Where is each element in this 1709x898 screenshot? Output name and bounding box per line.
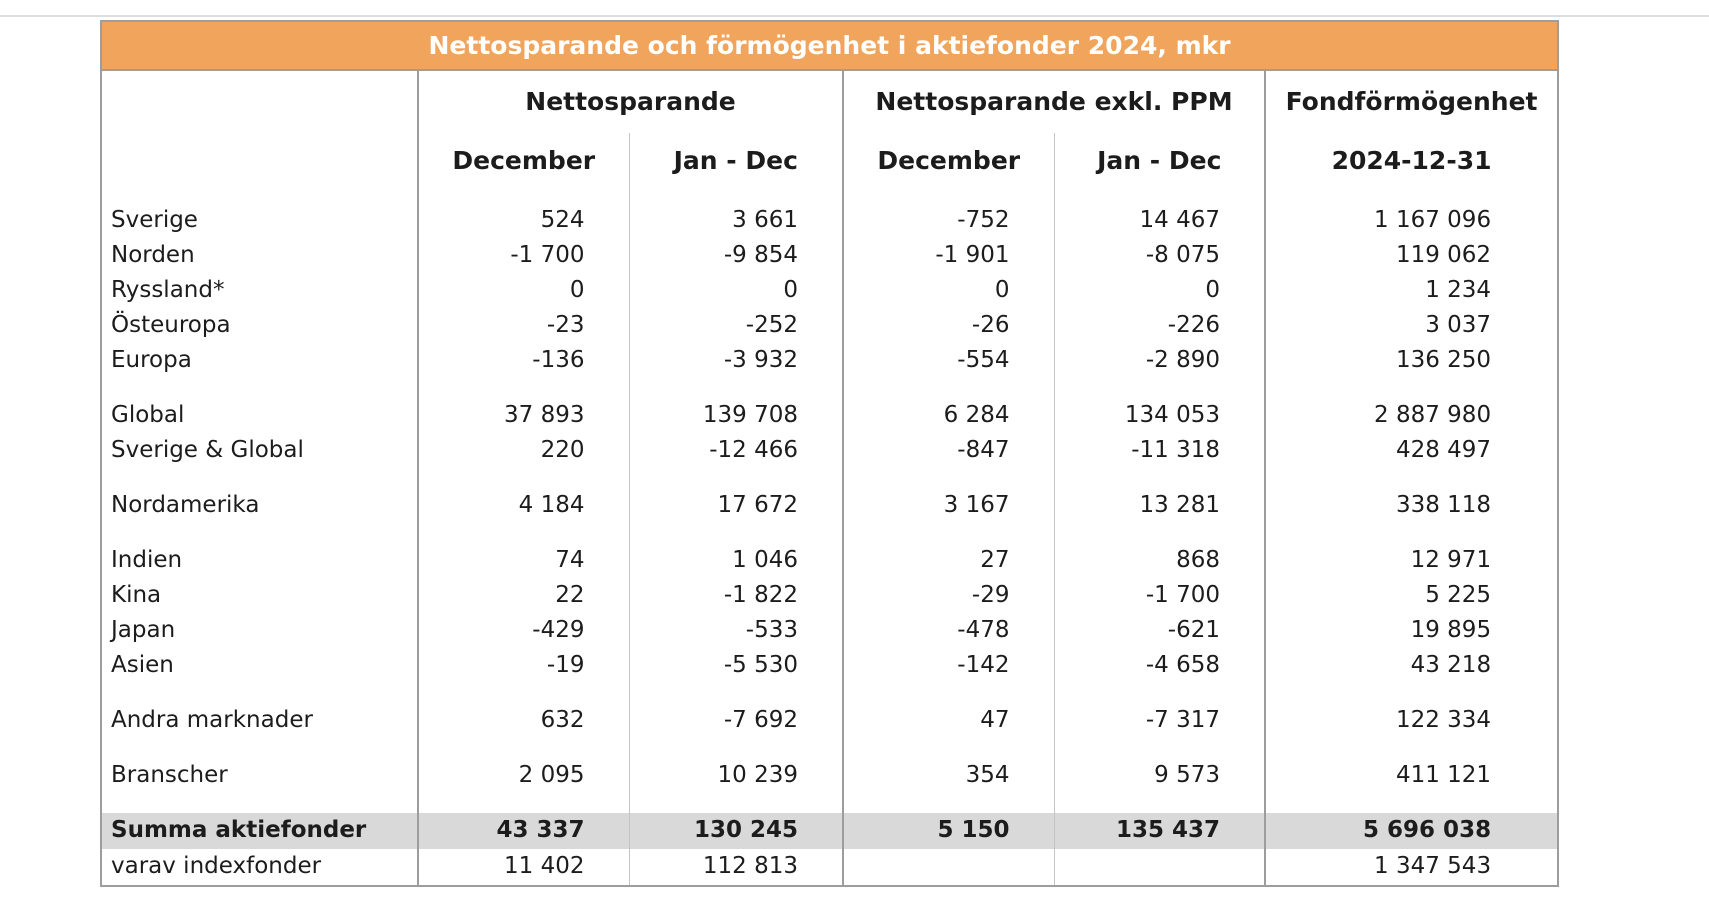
- group-spacer-row: [101, 523, 1558, 543]
- row-label: Andra marknader: [101, 703, 418, 738]
- row-label: Asien: [101, 648, 418, 683]
- cell-nettosparande-jandec: 139 708: [629, 398, 843, 433]
- spacer-cell: [843, 523, 1054, 543]
- cell-exklppm-jandec: 9 573: [1054, 758, 1265, 793]
- spacer-cell: [418, 738, 629, 758]
- cell-nettosparande-jandec: 10 239: [629, 758, 843, 793]
- table-row-branscher: [101, 758, 1558, 793]
- cell-fondformogenhet: 43 218: [1410, 651, 1492, 678]
- cell-fondformogenhet: 2 887 980: [1374, 401, 1492, 428]
- aktiefonder-table: [100, 20, 1559, 887]
- cell-nettosparande-december: -19: [418, 648, 629, 683]
- cell-exklppm-jandec: -8 075: [1054, 238, 1265, 273]
- page-top-rule: [0, 15, 1709, 17]
- group-spacer-row: [101, 683, 1558, 703]
- table-row-sverige-global: [101, 433, 1558, 468]
- cell-fondformogenhet: 5 225: [1425, 581, 1492, 608]
- cell-exklppm-december: 27: [843, 543, 1054, 578]
- cell-nettosparande-jandec: -1 822: [629, 578, 843, 613]
- cell-exklppm-december: 0: [843, 273, 1054, 308]
- table-row-varav-indexfonder: [101, 849, 1558, 886]
- spacer-cell: [101, 683, 418, 703]
- cell-fondformogenhet: 3 037: [1425, 311, 1492, 338]
- row-label: Nordamerika: [101, 488, 418, 523]
- cell-exklppm-jandec: -7 317: [1054, 703, 1265, 738]
- table-row-asien: [101, 648, 1558, 683]
- group-spacer-row: [101, 468, 1558, 488]
- cell-fondformogenhet: 411 121: [1395, 761, 1492, 788]
- cell-nettosparande-jandec: 130 245: [629, 813, 843, 849]
- cell-exklppm-december: 5 150: [843, 813, 1054, 849]
- sub-header-jandec-ppm: Jan - Dec: [1054, 133, 1265, 203]
- cell-nettosparande-december: 2 095: [418, 758, 629, 793]
- spacer-cell: [418, 523, 629, 543]
- cell-fondformogenhet: 19 895: [1410, 616, 1492, 643]
- spacer-cell: [101, 468, 418, 488]
- spacer-cell: [101, 523, 418, 543]
- spacer-cell: [1265, 793, 1558, 813]
- cell-nettosparande-december: 74: [418, 543, 629, 578]
- spacer-cell: [843, 738, 1054, 758]
- table-row-global: [101, 398, 1558, 433]
- cell-nettosparande-jandec: -5 530: [629, 648, 843, 683]
- spacer-cell: [629, 378, 843, 398]
- spacer-cell: [1054, 793, 1265, 813]
- cell-nettosparande-jandec: 3 661: [629, 203, 843, 238]
- table-row-europa: [101, 343, 1558, 378]
- table-row-indien: [101, 543, 1558, 578]
- spacer-cell: [629, 738, 843, 758]
- cell-nettosparande-jandec: -7 692: [629, 703, 843, 738]
- group-header-nettosparande-exkl-ppm: Nettosparande exkl. PPM: [843, 70, 1265, 133]
- spacer-cell: [1265, 378, 1558, 398]
- cell-nettosparande-jandec: 0: [629, 273, 843, 308]
- row-label: Japan: [101, 613, 418, 648]
- table-row-sverige: [101, 203, 1558, 238]
- table-row-kina: [101, 578, 1558, 613]
- spacer-cell: [843, 468, 1054, 488]
- cell-fondformogenhet: 1 167 096: [1374, 206, 1492, 233]
- sub-header-empty: [101, 133, 418, 203]
- cell-nettosparande-jandec: -533: [629, 613, 843, 648]
- sub-header-december-ppm: December: [843, 133, 1054, 203]
- row-label: Norden: [101, 238, 418, 273]
- cell-exklppm-jandec: -226: [1054, 308, 1265, 343]
- cell-exklppm-jandec: 868: [1054, 543, 1265, 578]
- cell-exklppm-december: -1 901: [843, 238, 1054, 273]
- cell-nettosparande-jandec: -252: [629, 308, 843, 343]
- spacer-cell: [1054, 523, 1265, 543]
- cell-exklppm-jandec: -4 658: [1054, 648, 1265, 683]
- cell-fondformogenhet: 1 234: [1425, 276, 1492, 303]
- cell-nettosparande-jandec: -9 854: [629, 238, 843, 273]
- group-spacer-row: [101, 793, 1558, 813]
- cell-exklppm-jandec: 13 281: [1054, 488, 1265, 523]
- spacer-cell: [629, 683, 843, 703]
- spacer-cell: [843, 378, 1054, 398]
- row-label: Östeuropa: [101, 308, 418, 343]
- spacer-cell: [629, 793, 843, 813]
- spacer-cell: [1265, 683, 1558, 703]
- group-spacer-row: [101, 738, 1558, 758]
- cell-nettosparande-december: 0: [418, 273, 629, 308]
- cell-exklppm-jandec: [1054, 849, 1265, 886]
- cell-exklppm-december: 47: [843, 703, 1054, 738]
- cell-exklppm-december: -554: [843, 343, 1054, 378]
- cell-exklppm-jandec: 14 467: [1054, 203, 1265, 238]
- table-row-norden: [101, 238, 1558, 273]
- spacer-cell: [1265, 523, 1558, 543]
- spacer-cell: [418, 793, 629, 813]
- table-row-osteuropa: [101, 308, 1558, 343]
- spacer-cell: [1265, 738, 1558, 758]
- cell-fondformogenhet: 1 347 543: [1374, 853, 1492, 880]
- row-label: Ryssland*: [101, 273, 418, 308]
- cell-nettosparande-december: -429: [418, 613, 629, 648]
- cell-nettosparande-december: 4 184: [418, 488, 629, 523]
- spacer-cell: [1265, 468, 1558, 488]
- cell-nettosparande-jandec: 1 046: [629, 543, 843, 578]
- spacer-cell: [418, 378, 629, 398]
- cell-exklppm-december: 3 167: [843, 488, 1054, 523]
- row-label: Global: [101, 398, 418, 433]
- row-label: Sverige & Global: [101, 433, 418, 468]
- cell-nettosparande-december: 37 893: [418, 398, 629, 433]
- sub-header-jandec: Jan - Dec: [629, 133, 843, 203]
- cell-exklppm-jandec: -621: [1054, 613, 1265, 648]
- cell-exklppm-jandec: -2 890: [1054, 343, 1265, 378]
- sub-header-row: [101, 133, 1558, 203]
- row-label: Branscher: [101, 758, 418, 793]
- spacer-cell: [418, 683, 629, 703]
- cell-exklppm-december: -752: [843, 203, 1054, 238]
- spacer-cell: [101, 793, 418, 813]
- cell-nettosparande-jandec: -3 932: [629, 343, 843, 378]
- row-label: Kina: [101, 578, 418, 613]
- cell-exklppm-jandec: 135 437: [1054, 813, 1265, 849]
- cell-fondformogenhet: 5 696 038: [1265, 813, 1558, 849]
- spacer-cell: [843, 683, 1054, 703]
- spacer-cell: [101, 738, 418, 758]
- row-label: Indien: [101, 543, 418, 578]
- group-header-row: [101, 70, 1558, 133]
- spacer-cell: [1054, 468, 1265, 488]
- cell-fondformogenhet: 136 250: [1395, 346, 1492, 373]
- cell-nettosparande-december: 11 402: [418, 849, 629, 886]
- cell-nettosparande-december: 22: [418, 578, 629, 613]
- cell-exklppm-december: -847: [843, 433, 1054, 468]
- table-row-summa-aktiefonder: [101, 813, 1558, 849]
- spacer-cell: [1054, 738, 1265, 758]
- table-row-ryssland: [101, 273, 1558, 308]
- spacer-cell: [101, 378, 418, 398]
- subtotal-row-label: varav indexfonder: [101, 849, 418, 886]
- spacer-cell: [629, 468, 843, 488]
- cell-exklppm-jandec: -1 700: [1054, 578, 1265, 613]
- table-row-andra-marknader: [101, 703, 1558, 738]
- group-header-nettosparande: Nettosparande: [418, 70, 843, 133]
- sub-header-december: December: [418, 133, 629, 203]
- cell-fondformogenhet: 12 971: [1410, 546, 1492, 573]
- group-header-fondformogenhet: Fondförmögenhet: [1285, 87, 1538, 117]
- spacer-cell: [1054, 378, 1265, 398]
- sub-header-date: 2024-12-31: [1331, 146, 1492, 175]
- cell-exklppm-jandec: 0: [1054, 273, 1265, 308]
- spacer-cell: [418, 468, 629, 488]
- cell-exklppm-jandec: 134 053: [1054, 398, 1265, 433]
- table-row-nordamerika: [101, 488, 1558, 523]
- cell-exklppm-december: [843, 849, 1054, 886]
- group-spacer-row: [101, 378, 1558, 398]
- cell-exklppm-december: 6 284: [843, 398, 1054, 433]
- total-row-label: Summa aktiefonder: [101, 813, 418, 849]
- cell-exklppm-december: -29: [843, 578, 1054, 613]
- spacer-cell: [1054, 683, 1265, 703]
- cell-nettosparande-jandec: -12 466: [629, 433, 843, 468]
- cell-exklppm-december: -478: [843, 613, 1054, 648]
- cell-nettosparande-december: 43 337: [418, 813, 629, 849]
- cell-exklppm-december: -26: [843, 308, 1054, 343]
- cell-fondformogenhet: 122 334: [1395, 706, 1492, 733]
- cell-nettosparande-december: -136: [418, 343, 629, 378]
- table-row-japan: [101, 613, 1558, 648]
- table-title-row: [101, 21, 1558, 70]
- row-label: Sverige: [101, 203, 418, 238]
- cell-nettosparande-december: 632: [418, 703, 629, 738]
- cell-fondformogenhet: 338 118: [1395, 491, 1492, 518]
- group-header-empty: [101, 70, 418, 133]
- cell-nettosparande-jandec: 112 813: [629, 849, 843, 886]
- cell-nettosparande-december: 220: [418, 433, 629, 468]
- cell-nettosparande-december: 524: [418, 203, 629, 238]
- cell-nettosparande-december: -1 700: [418, 238, 629, 273]
- cell-fondformogenhet: 119 062: [1395, 241, 1492, 268]
- cell-nettosparande-december: -23: [418, 308, 629, 343]
- spacer-cell: [629, 523, 843, 543]
- spacer-cell: [843, 793, 1054, 813]
- table-title: Nettosparande och förmögenhet i aktiefonder 2024, mkr: [101, 21, 1558, 70]
- cell-fondformogenhet: 428 497: [1395, 436, 1492, 463]
- cell-exklppm-december: -142: [843, 648, 1054, 683]
- cell-exklppm-december: 354: [843, 758, 1054, 793]
- row-label: Europa: [101, 343, 418, 378]
- cell-nettosparande-jandec: 17 672: [629, 488, 843, 523]
- cell-exklppm-jandec: -11 318: [1054, 433, 1265, 468]
